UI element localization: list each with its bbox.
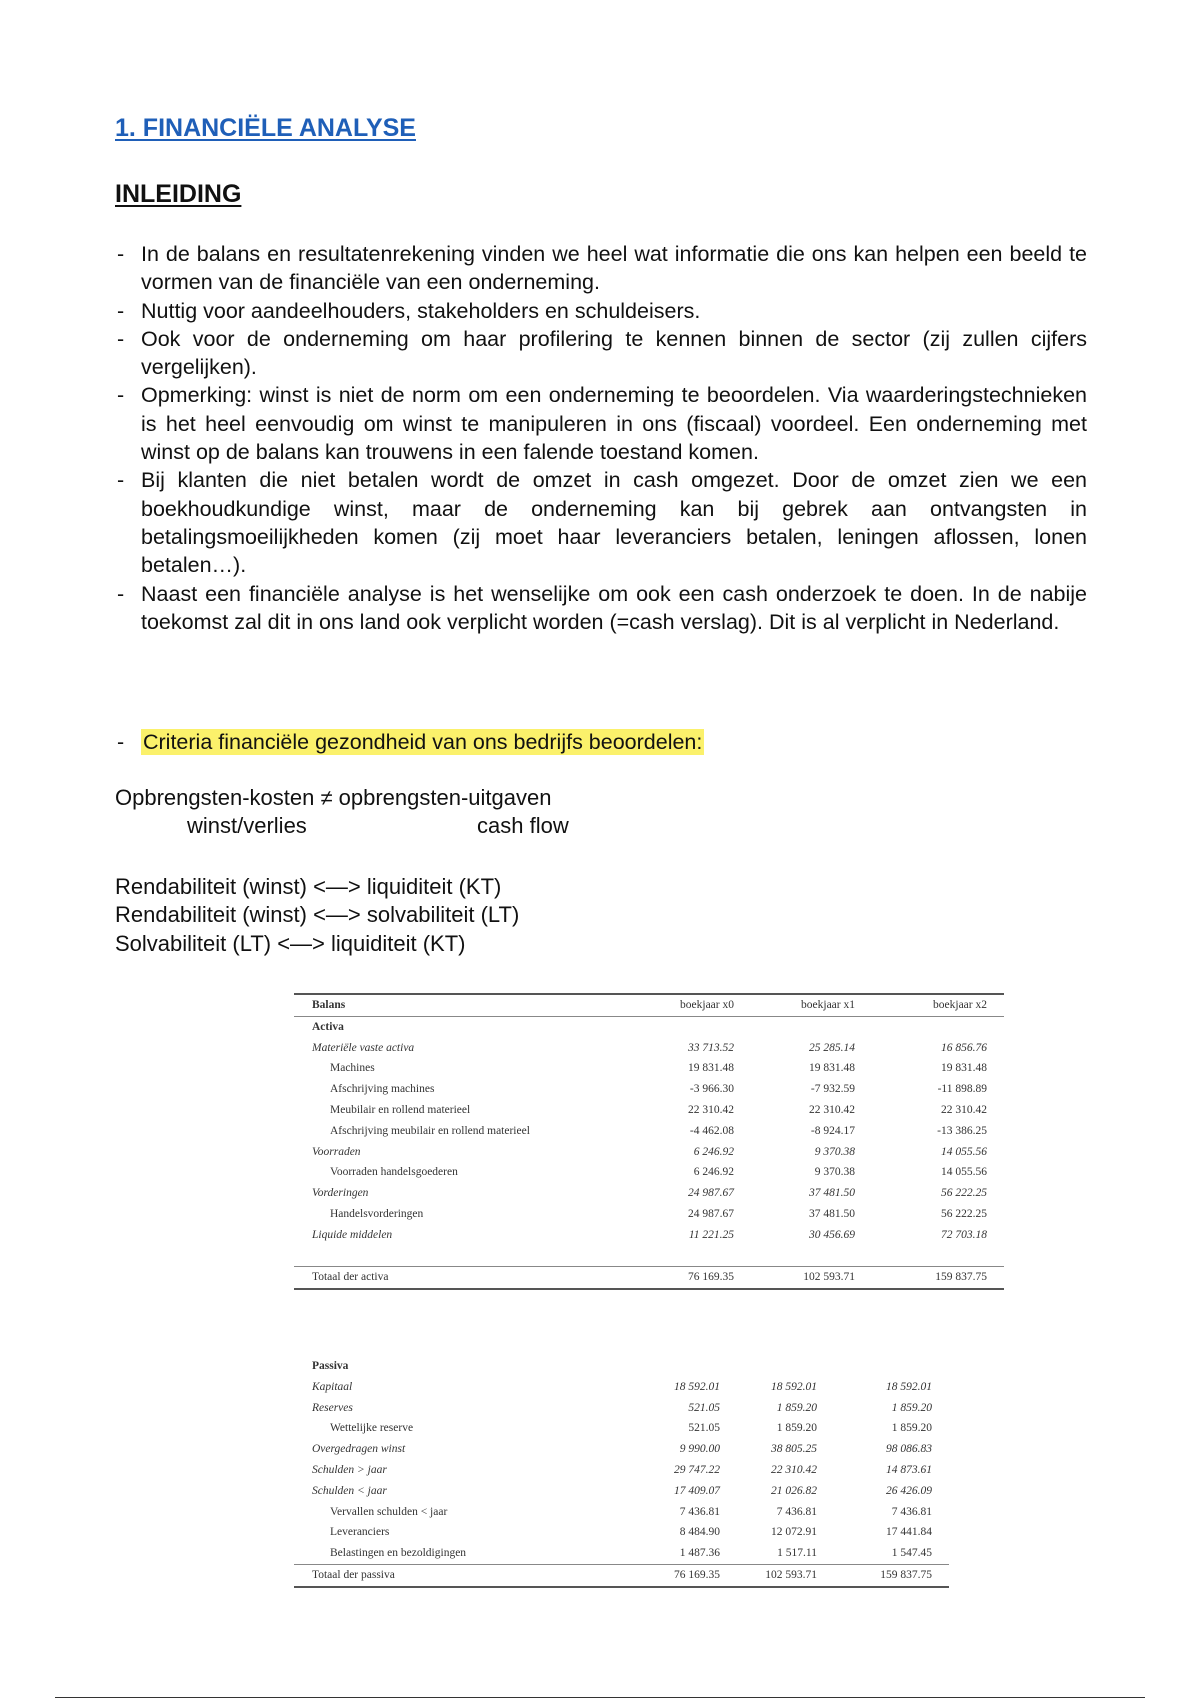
table-row (294, 1543, 949, 1564)
cell-value: 8 484.90 (679, 1526, 720, 1539)
cell-value: 14 055.56 (941, 1166, 987, 1179)
cell-value: 12 072.91 (771, 1526, 817, 1539)
cell-value: 98 086.83 (886, 1443, 932, 1456)
cell-value: 1 859.20 (776, 1422, 817, 1435)
table-row (294, 1058, 1004, 1079)
table-row (294, 1016, 1004, 1037)
row-label: Schulden < jaar (312, 1484, 387, 1497)
row-label: Reserves (312, 1401, 353, 1414)
relation-line: Solvabiliteit (LT) <—> liquiditeit (KT) (115, 930, 466, 956)
relation-line: Rendabiliteit (winst) <—> liquiditeit (KT) (115, 874, 502, 899)
cell-value: 18 592.01 (886, 1380, 932, 1393)
cell-value: 1 859.20 (891, 1401, 932, 1414)
bullet-item: - Nuttig voor aandeelhouders, stakeholders en schuldeisers. (115, 297, 1087, 325)
row-label: Vervallen schulden < jaar (330, 1505, 448, 1518)
table-row (294, 1439, 949, 1460)
cell-value: 24 987.67 (688, 1187, 734, 1200)
cell-value: 521.05 (688, 1401, 720, 1414)
total-value: 159 837.75 (841, 1564, 949, 1586)
table-total-row (294, 1267, 1004, 1289)
relations-block (115, 873, 519, 958)
row-label: Kapitaal (312, 1380, 353, 1393)
balans-passiva-table (294, 1356, 949, 1588)
cell-value: -4 462.08 (689, 1124, 734, 1137)
cell-value: 26 426.09 (886, 1484, 932, 1497)
cell-value: 16 856.76 (941, 1041, 987, 1054)
cell-value: 18 592.01 (771, 1380, 817, 1393)
row-label: Voorraden handelsgoederen (330, 1166, 458, 1179)
table-row (294, 1398, 949, 1419)
balans-activa-table (294, 993, 1004, 1290)
cell-value: 29 747.22 (674, 1463, 720, 1476)
cell-value: 1 859.20 (776, 1401, 817, 1414)
cell-value: 25 285.14 (809, 1041, 855, 1054)
section-label: Passiva (312, 1360, 349, 1372)
relation-line: Rendabiliteit (winst) <—> solvabiliteit (LT) (115, 902, 520, 928)
cell-value: 56 222.25 (941, 1207, 987, 1220)
highlighted-criteria-text: Criteria financiële gezondheid van ons bedrijfs beoordelen: (143, 730, 703, 754)
cell-value: 14 055.56 (941, 1145, 987, 1158)
table-row (294, 1100, 1004, 1121)
row-label: Belastingen en bezoldigingen (330, 1547, 467, 1560)
table-row (294, 1162, 1004, 1183)
cell-value: 1 487.36 (679, 1547, 720, 1560)
table-row (294, 1522, 949, 1543)
cell-value: 6 246.92 (693, 1166, 734, 1179)
intro-bullet-list (115, 240, 1087, 636)
cell-value: 19 831.48 (809, 1062, 855, 1075)
table-row (294, 1502, 949, 1523)
row-label: Liquide middelen (312, 1228, 393, 1241)
cell-value: 11 221.25 (688, 1228, 734, 1241)
row-label: Materiële vaste activa (312, 1041, 415, 1054)
bullet-item: - Ook voor de onderneming om haar profilering te kennen binnen de sector (zij zullen cijfers vergelijken). (115, 325, 1087, 382)
row-label: Machines (330, 1062, 375, 1075)
table-total-row (294, 1564, 949, 1586)
table-row (294, 1225, 1004, 1246)
cell-value: 7 436.81 (776, 1505, 817, 1518)
total-value: 76 169.35 (609, 1564, 734, 1586)
cell-value: 17 441.84 (886, 1526, 932, 1539)
cell-value: 17 409.07 (674, 1484, 720, 1497)
cell-value: -3 966.30 (689, 1083, 734, 1096)
cell-value: 21 026.82 (771, 1484, 817, 1497)
bullet-dash: - (117, 730, 125, 754)
cell-value: 7 436.81 (891, 1505, 932, 1518)
bullet-item: - Bij klanten die niet betalen wordt de omzet in cash omgezet. Door de omzet zien we een boekhoudkundige winst, maar de onderneming kan bij gebrek aan ontvangsten in betalingsmoeilijkheden komen (zij moet haar leveranciers betalen, leningen aflossen, lonen betalen…). (115, 466, 1087, 579)
cell-value: 14 873.61 (886, 1463, 932, 1476)
row-label: Overgedragen winst (312, 1443, 406, 1456)
row-label: Schulden > jaar (312, 1463, 387, 1476)
cell-value: 19 831.48 (941, 1062, 987, 1075)
cell-value: 22 310.42 (688, 1103, 734, 1116)
cell-value: 22 310.42 (809, 1103, 855, 1116)
row-label: Wettelijke reserve (330, 1422, 414, 1435)
cell-value: 37 481.50 (809, 1207, 855, 1220)
table-row (294, 1481, 949, 1502)
cell-value: 22 310.42 (771, 1463, 817, 1476)
header-cell: Balans (294, 994, 609, 1016)
cell-value: 30 456.69 (809, 1228, 855, 1241)
cell-value: 72 703.18 (941, 1228, 987, 1241)
row-label: Vorderingen (312, 1187, 369, 1200)
cell-value: 9 370.38 (814, 1166, 855, 1179)
table-row (294, 1377, 949, 1398)
cell-value: 19 831.48 (688, 1062, 734, 1075)
section-heading: INLEIDING (115, 180, 242, 208)
total-value: 102 593.71 (748, 1267, 879, 1289)
page-title: 1. FINANCIËLE ANALYSE (115, 114, 416, 142)
row-label: Voorraden (312, 1145, 361, 1158)
table-row (294, 1460, 949, 1481)
total-value: 76 169.35 (609, 1267, 748, 1289)
footer-divider (55, 1697, 1145, 1698)
row-label: Afschrijving meubilair en rollend materieel (330, 1124, 530, 1137)
table-row (294, 1038, 1004, 1059)
header-cell: boekjaar x2 (879, 994, 1004, 1016)
row-label: Meubilair en rollend materieel (330, 1103, 471, 1116)
passiva-rows (294, 1377, 949, 1565)
table-row (294, 1204, 1004, 1225)
cell-value: 33 713.52 (688, 1041, 734, 1054)
cell-value: 37 481.50 (809, 1187, 855, 1200)
cell-value: 1 859.20 (891, 1422, 932, 1435)
total-label: Totaal der passiva (294, 1564, 609, 1586)
table-header-row (294, 994, 1004, 1016)
cell-value: 1 547.45 (891, 1547, 932, 1560)
table-row (294, 1356, 949, 1377)
cell-value: 18 592.01 (674, 1380, 720, 1393)
formula-line: Opbrengsten-kosten ≠ opbrengsten-uitgaven (115, 785, 552, 810)
table-row (294, 1183, 1004, 1204)
total-label: Totaal der activa (294, 1267, 609, 1289)
total-value: 159 837.75 (879, 1267, 1004, 1289)
bullet-item: - Naast een financiële analyse is het wenselijke om ook een cash onderzoek te doen. In de nabije toekomst zal dit in ons land ook verplicht worden (=cash verslag). Dit is al verplicht in Nederland. (115, 580, 1087, 637)
cell-value: 521.05 (688, 1422, 720, 1435)
cell-value: 38 805.25 (771, 1443, 817, 1456)
row-label: Afschrijving machines (330, 1083, 435, 1096)
cell-value: 7 436.81 (679, 1505, 720, 1518)
cell-value: -11 898.89 (937, 1083, 987, 1096)
cell-value: 9 990.00 (679, 1443, 720, 1456)
total-value: 102 593.71 (734, 1564, 841, 1586)
bullet-item: - In de balans en resultatenrekening vinden we heel wat informatie die ons kan helpen een beeld te vormen van de financiële van een onderneming. (115, 240, 1087, 297)
formula-label-cashflow: cash flow (477, 813, 569, 838)
cell-value: -7 932.59 (810, 1083, 855, 1096)
formula-label-profit: winst/verlies (187, 813, 307, 838)
table-row (294, 1418, 949, 1439)
bullet-item: - Opmerking: winst is niet de norm om een onderneming te beoordelen. Via waarderingstechnieken is het heel eenvoudig om winst te manipuleren in ons (fiscaal) voordeel. Een onderneming met winst op de balans kan trouwens in een falende toestand komen. (115, 381, 1087, 466)
cell-value: -8 924.17 (810, 1124, 855, 1137)
row-label: Handelsvorderingen (330, 1207, 424, 1220)
header-cell: boekjaar x1 (748, 994, 879, 1016)
cell-value: 9 370.38 (814, 1145, 855, 1158)
criteria-bullet (115, 728, 704, 756)
cell-value: 56 222.25 (941, 1187, 987, 1200)
cell-value: 1 517.11 (777, 1547, 817, 1560)
section-label: Activa (312, 1020, 344, 1033)
spacer-row (294, 1246, 1004, 1267)
cell-value: 22 310.42 (941, 1103, 987, 1116)
activa-rows (294, 1038, 1004, 1246)
row-label: Leveranciers (330, 1526, 390, 1539)
table-row (294, 1142, 1004, 1163)
cell-value: -13 386.25 (937, 1124, 987, 1137)
table-row (294, 1079, 1004, 1100)
cell-value: 24 987.67 (688, 1207, 734, 1220)
cell-value: 6 246.92 (693, 1145, 734, 1158)
header-cell: boekjaar x0 (609, 994, 748, 1016)
table-row (294, 1121, 1004, 1142)
